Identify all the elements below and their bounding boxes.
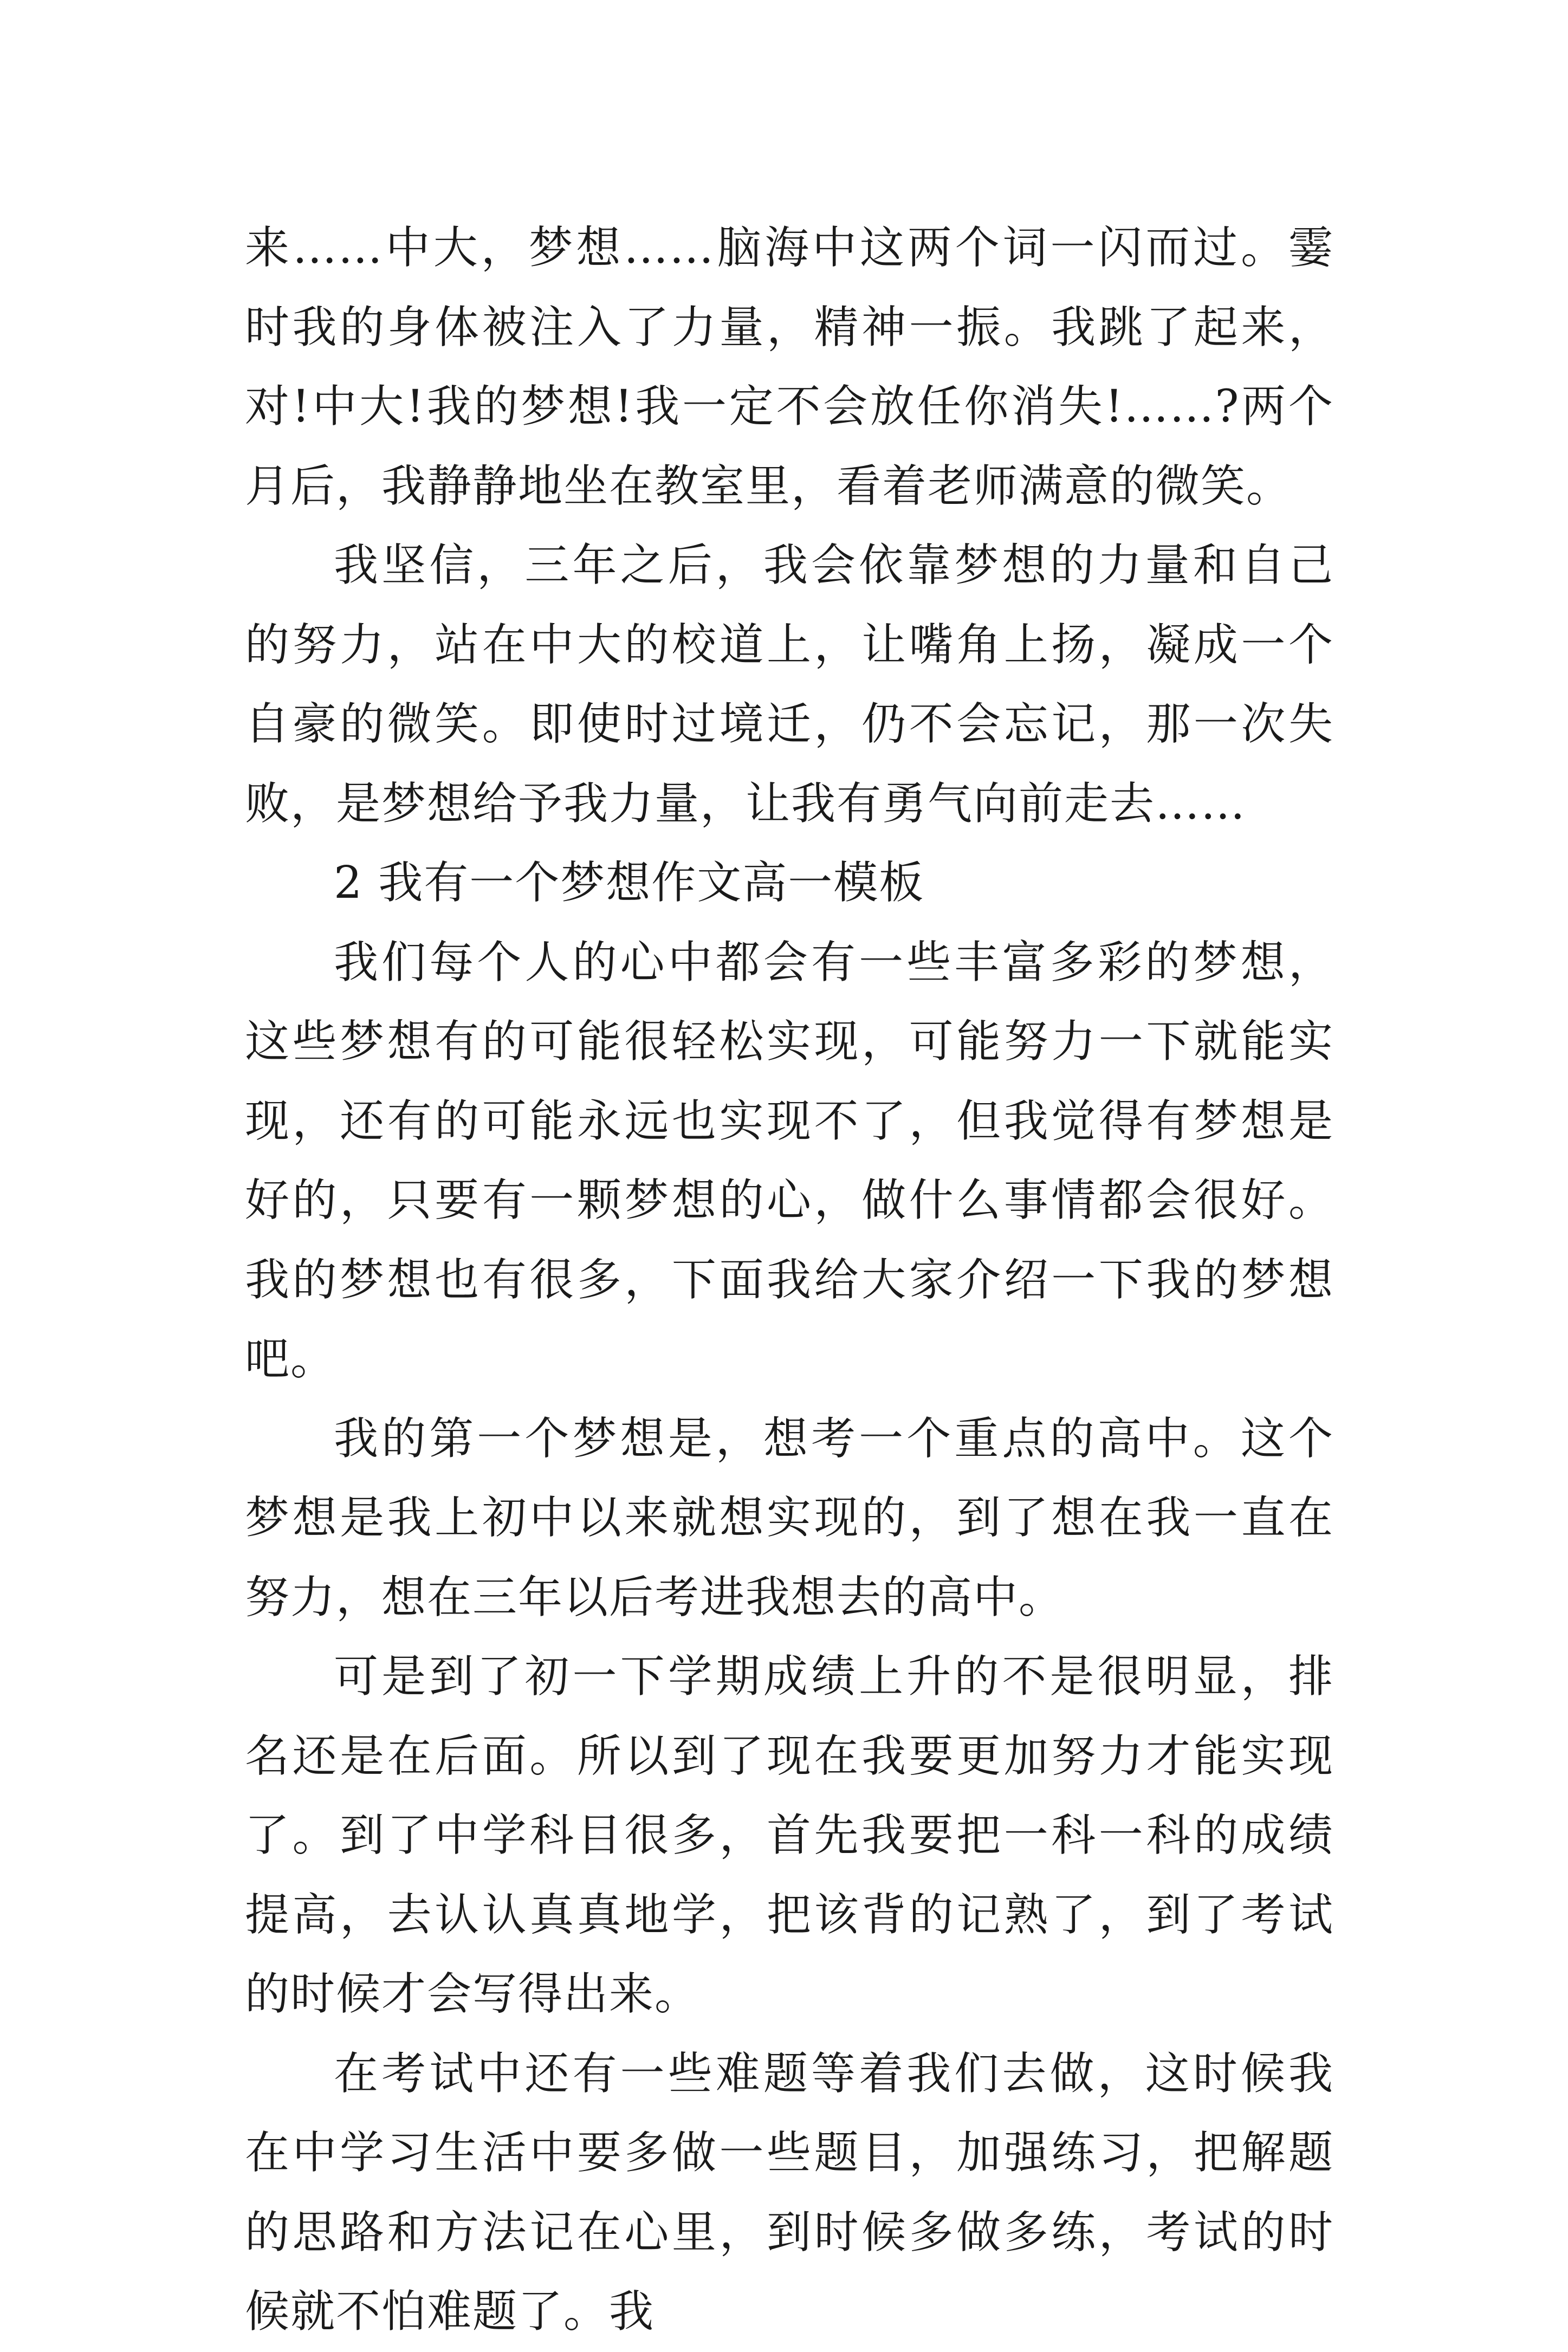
body-text — [245, 209, 1334, 2352]
paragraph-continued: 来……中大，梦想……脑海中这两个词一闪而过。霎时我的身体被注入了力量，精神一振。我跳了起来，对!中大!我的梦想!我一定不会放任你消失!……?两个月后，我静静地坐在教室里，看着老师满意的微笑。 — [245, 222, 1334, 512]
paragraph: 我们每个人的心中都会有一些丰富多彩的梦想，这些梦想有的可能很轻松实现，可能努力一下就能实现，还有的可能永远也实现不了，但我觉得有梦想是好的，只要有一颗梦想的心，做什么事情都会很好。我的梦想也有很多，下面我给大家介绍一下我的梦想吧。 — [245, 936, 1334, 1385]
paragraph: 在考试中还有一些难题等着我们去做，这时候我在中学习生活中要多做一些题目，加强练习，把解题的思路和方法记在心里，到时候多做多练，考试的时候就不怕难题了。我 — [245, 2048, 1334, 2337]
section-heading: 2 我有一个梦想作文高一模板 — [334, 857, 925, 909]
paragraph: 我坚信，三年之后，我会依靠梦想的力量和自己的努力，站在中大的校道上，让嘴角上扬，凝成一个自豪的微笑。即使时过境迁，仍不会忘记，那一次失败，是梦想给予我力量，让我有勇气向前走去…… — [245, 540, 1334, 830]
paragraph: 我的第一个梦想是，想考一个重点的高中。这个梦想是我上初中以来就想实现的，到了想在我一直在努力，想在三年以后考进我想去的高中。 — [245, 1413, 1334, 1623]
paragraph: 可是到了初一下学期成绩上升的不是很明显，排名还是在后面。所以到了现在我要更加努力才能实现了。到了中学科目很多，首先我要把一科一科的成绩提高，去认认真真地学，把该背的记熟了，到了考试的时候才会写得出来。 — [245, 1651, 1334, 2020]
